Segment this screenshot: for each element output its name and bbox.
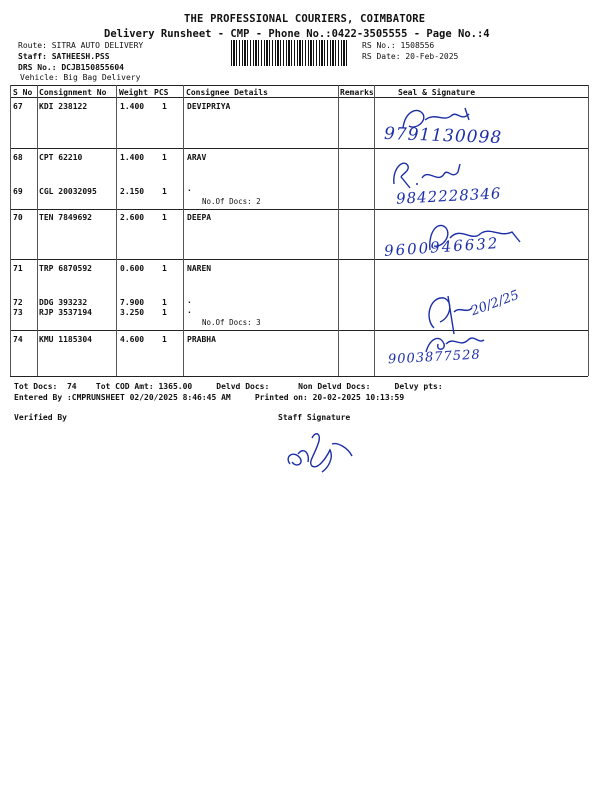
handwritten-phone: 9600946632 bbox=[383, 233, 500, 261]
column-header-consignment: Consignment No bbox=[39, 88, 107, 97]
row-pcs: 1 bbox=[162, 335, 167, 344]
row-sno: 70 bbox=[13, 213, 23, 222]
staff-signature-drawing bbox=[282, 424, 372, 484]
row-pcs: 1 bbox=[162, 213, 167, 222]
row-sno: 71 bbox=[13, 264, 23, 273]
column-divider bbox=[338, 85, 339, 376]
verified-by-label: Verified By bbox=[14, 413, 67, 422]
row-pcs: 1 bbox=[162, 298, 167, 307]
document-title: THE PROFESSIONAL COURIERS, COIMBATORE bbox=[184, 13, 426, 25]
row-sno: 69 bbox=[13, 187, 23, 196]
row-weight: 0.600 bbox=[120, 264, 145, 273]
handwritten-phone: 9003877528 bbox=[387, 347, 482, 368]
row-consignee: . bbox=[187, 184, 192, 193]
row-consignee: . bbox=[187, 306, 192, 315]
row-weight: 3.250 bbox=[120, 308, 145, 317]
column-divider bbox=[588, 85, 589, 376]
row-weight: 2.600 bbox=[120, 213, 145, 222]
row-divider bbox=[10, 209, 588, 210]
table-bottom-border bbox=[10, 376, 588, 377]
column-header-pcs: PCS bbox=[154, 88, 169, 97]
row-consignment: CGL 20032095 bbox=[39, 187, 97, 196]
rs-number: RS No.: 1508556 bbox=[362, 41, 435, 50]
row-pcs: 1 bbox=[162, 102, 167, 111]
table-top-border bbox=[10, 85, 588, 86]
row-weight: 1.400 bbox=[120, 153, 145, 162]
row-consignee: . bbox=[187, 296, 192, 305]
table-header-border bbox=[10, 97, 588, 98]
row-sno: 73 bbox=[13, 308, 23, 317]
column-header-signature: Seal & Signature bbox=[398, 88, 476, 97]
row-consignee: DEEPA bbox=[187, 213, 212, 222]
row-weight: 2.150 bbox=[120, 187, 145, 196]
row-pcs: 1 bbox=[162, 264, 167, 273]
column-header-sno: S No bbox=[13, 88, 33, 97]
row-consignment: RJP 3537194 bbox=[39, 308, 92, 317]
row-sno: 67 bbox=[13, 102, 23, 111]
row-divider bbox=[10, 259, 588, 260]
vehicle-label: Vehicle: Big Bag Delivery bbox=[20, 73, 141, 82]
column-divider bbox=[116, 85, 117, 376]
column-header-remarks: Remarks bbox=[340, 88, 374, 97]
document-subtitle: Delivery Runsheet - CMP - Phone No.:0422-3505555 - Page No.:4 bbox=[104, 28, 490, 40]
row-sno: 74 bbox=[13, 335, 23, 344]
row-weight: 7.900 bbox=[120, 298, 145, 307]
row-pcs: 1 bbox=[162, 187, 167, 196]
handwritten-date: 20/2/25 bbox=[468, 287, 522, 320]
row-consignment: TRP 6870592 bbox=[39, 264, 92, 273]
row-consignee: ARAV bbox=[187, 153, 207, 162]
drs-number: DRS No.: DCJB150855604 bbox=[18, 63, 124, 72]
column-divider bbox=[374, 85, 375, 376]
column-header-weight: Weight bbox=[119, 88, 148, 97]
row-consignment: KMU 1185304 bbox=[39, 335, 92, 344]
row-sno: 68 bbox=[13, 153, 23, 162]
handwritten-phone: 9842228346 bbox=[395, 184, 502, 208]
row-consignment: TEN 7849692 bbox=[39, 213, 92, 222]
staff-label: Staff: SATHEESH.PSS bbox=[18, 52, 110, 61]
entered-by-line: Entered By :CMPRUNSHEET 02/20/2025 8:46:45 AM Printed on: 20-02-2025 10:13:59 bbox=[14, 393, 405, 402]
column-divider bbox=[183, 85, 184, 376]
row-consignment: DDG 393232 bbox=[39, 298, 88, 307]
row-consignment: KDI 238122 bbox=[39, 102, 88, 111]
row-weight: 4.600 bbox=[120, 335, 145, 344]
row-pcs: 1 bbox=[162, 153, 167, 162]
row-weight: 1.400 bbox=[120, 102, 145, 111]
rs-date: RS Date: 20-Feb-2025 bbox=[362, 52, 459, 61]
row-divider bbox=[10, 148, 588, 149]
barcode-image bbox=[231, 40, 347, 66]
docs-count-note: No.Of Docs: 3 bbox=[202, 318, 261, 327]
docs-count-note: No.Of Docs: 2 bbox=[202, 197, 261, 206]
row-sno: 72 bbox=[13, 298, 23, 307]
column-divider bbox=[10, 85, 11, 376]
totals-line: Tot Docs: 74 Tot COD Amt: 1365.00 Delvd Docs: Non Delvd Docs: Delvy pts: bbox=[14, 382, 443, 391]
staff-signature-label: Staff Signature bbox=[278, 413, 351, 422]
handwritten-phone: 9791130098 bbox=[383, 123, 503, 149]
row-consignee: NAREN bbox=[187, 264, 212, 273]
row-consignee: DEVIPRIYA bbox=[187, 102, 231, 111]
column-header-consignee: Consignee Details bbox=[186, 88, 268, 97]
row-consignee: PRABHA bbox=[187, 335, 216, 344]
row-pcs: 1 bbox=[162, 308, 167, 317]
row-divider bbox=[10, 330, 588, 331]
column-divider bbox=[37, 85, 38, 376]
route-label: Route: SITRA AUTO DELIVERY bbox=[18, 41, 144, 50]
row-consignment: CPT 62210 bbox=[39, 153, 83, 162]
